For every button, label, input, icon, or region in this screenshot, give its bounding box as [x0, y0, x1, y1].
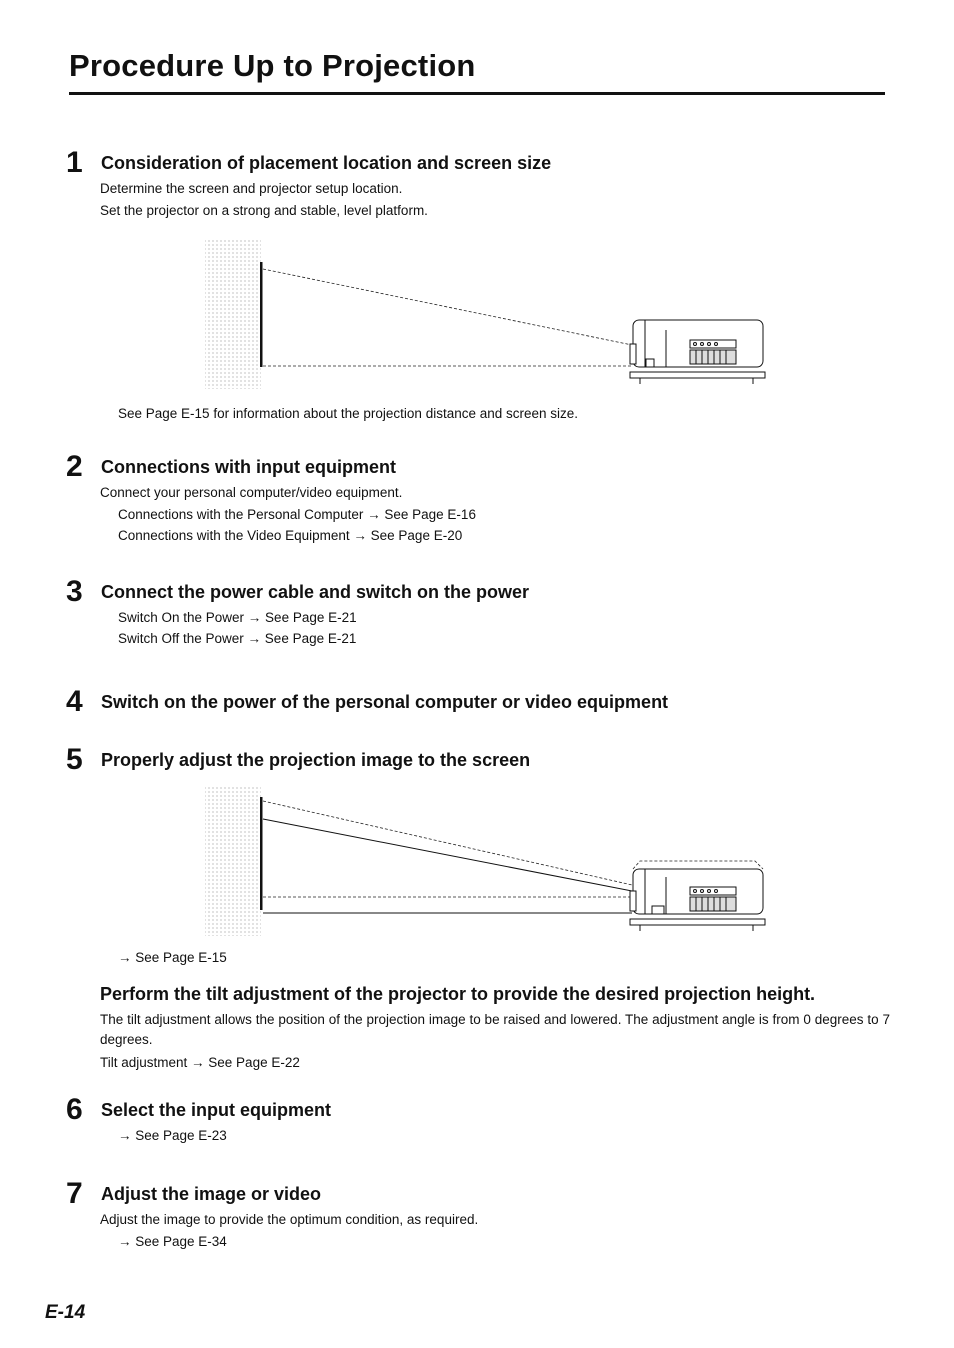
- platform: [630, 919, 765, 931]
- page-number: E-14: [45, 1302, 86, 1323]
- wall: [205, 239, 261, 389]
- step-7-line-1: Adjust the image to provide the optimum condition, as required.: [100, 1212, 479, 1227]
- tilt-subheading: Perform the tilt adjustment of the projector to provide the desired projection height.: [100, 984, 816, 1004]
- screen: [260, 262, 263, 367]
- level-beam-top: [263, 819, 632, 891]
- step-4-number: 4: [66, 685, 83, 718]
- tilt-ref: Tilt adjustment → See Page E-22: [100, 1055, 300, 1070]
- projection-diagram-2: [200, 783, 770, 943]
- step-2-number: 2: [66, 450, 83, 483]
- step-7-ref: → See Page E-34: [118, 1234, 227, 1249]
- platform: [630, 372, 765, 384]
- step-3-heading: Connect the power cable and switch on the power: [101, 582, 530, 602]
- step-2-heading: Connections with input equipment: [101, 457, 396, 477]
- wall: [205, 786, 261, 936]
- step-2-line-1: Connect your personal computer/video equipment.: [100, 485, 403, 500]
- step-3-number: 3: [66, 575, 83, 608]
- step-2-ref-2: Connections with the Video Equipment → See Page E-20: [118, 528, 463, 543]
- step-3-ref-1: Switch On the Power → See Page E-21: [118, 610, 357, 625]
- title-rule: [69, 92, 885, 95]
- step-5-ref: → See Page E-15: [118, 950, 227, 965]
- step-6-ref: → See Page E-23: [118, 1128, 227, 1143]
- step-3-ref-2: Switch Off the Power → See Page E-21: [118, 631, 357, 646]
- projection-diagram-1: [200, 236, 770, 396]
- tilt-paragraph: The tilt adjustment allows the position of the projection image to be raised and lowered. The adjustment angle is from 0 degrees to 7 degrees.: [100, 1012, 890, 1047]
- projector: [630, 869, 763, 914]
- page-title: Procedure Up to Projection: [69, 48, 476, 83]
- step-5-heading: Properly adjust the projection image to the screen: [101, 750, 531, 770]
- step-7-number: 7: [66, 1177, 83, 1210]
- projector-tilted-outline: [633, 861, 763, 869]
- screen: [260, 797, 263, 910]
- step-1-note: See Page E-15 for information about the projection distance and screen size.: [118, 406, 579, 421]
- step-6-heading: Select the input equipment: [101, 1100, 332, 1120]
- step-5-number: 5: [66, 743, 83, 776]
- projection-beam-top: [263, 269, 632, 345]
- step-1-heading: Consideration of placement location and screen size: [101, 153, 552, 173]
- step-4-heading: Switch on the power of the personal computer or video equipment: [101, 692, 669, 712]
- step-7-heading: Adjust the image or video: [101, 1184, 322, 1204]
- step-1-number: 1: [66, 146, 83, 179]
- step-1-line-2: Set the projector on a strong and stable, level platform.: [100, 203, 428, 218]
- step-6-number: 6: [66, 1093, 83, 1126]
- step-1-line-1: Determine the screen and projector setup location.: [100, 181, 403, 196]
- tilted-beam-top: [263, 801, 632, 885]
- step-2-ref-1: Connections with the Personal Computer → See Page E-16: [118, 507, 476, 522]
- projector: [630, 320, 763, 367]
